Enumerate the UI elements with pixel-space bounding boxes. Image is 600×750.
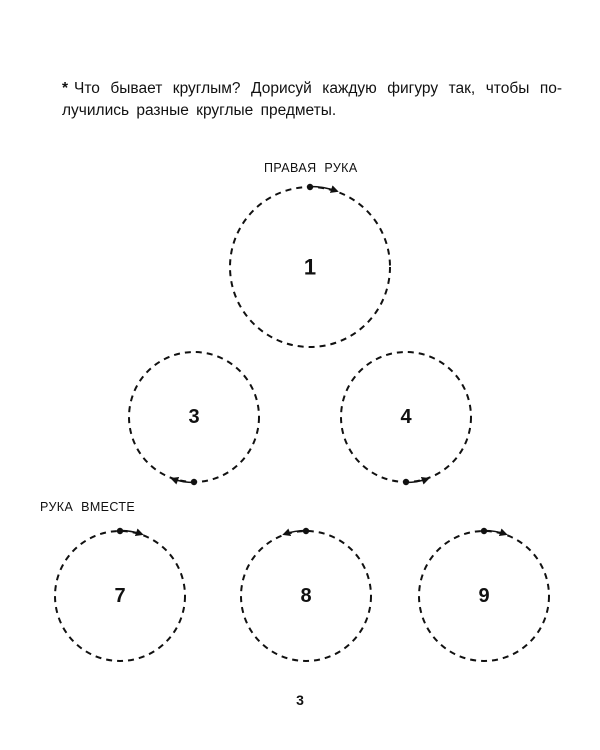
figure-number: 8 — [300, 585, 312, 607]
right-hand-label: ПРАВАЯ РУКА — [264, 161, 358, 175]
figure-number: 1 — [303, 254, 317, 280]
direction-arrow-icon — [484, 531, 506, 535]
figure-7 — [55, 528, 185, 661]
figure-9 — [419, 528, 549, 661]
figure-number: 3 — [188, 406, 200, 428]
direction-arrow-icon — [120, 531, 142, 535]
figure-8 — [241, 528, 371, 661]
page-number: 3 — [296, 692, 304, 708]
instruction-line-2: лучились разные круглые предметы. — [62, 102, 337, 119]
instruction-line-1-text: Что бывает круглым? Дорисуй каждую фигуру так, чтобы по- — [74, 80, 562, 97]
direction-arrow-icon — [284, 531, 306, 535]
figure-number: 7 — [114, 585, 126, 607]
figure-number: 9 — [478, 585, 490, 607]
figure-1 — [230, 184, 390, 347]
both-hands-label: РУКА ВМЕСТЕ — [40, 500, 136, 514]
star-bullet: * — [62, 80, 69, 97]
figure-4 — [341, 352, 471, 485]
figure-3 — [129, 352, 259, 485]
figure-number: 4 — [400, 406, 412, 428]
